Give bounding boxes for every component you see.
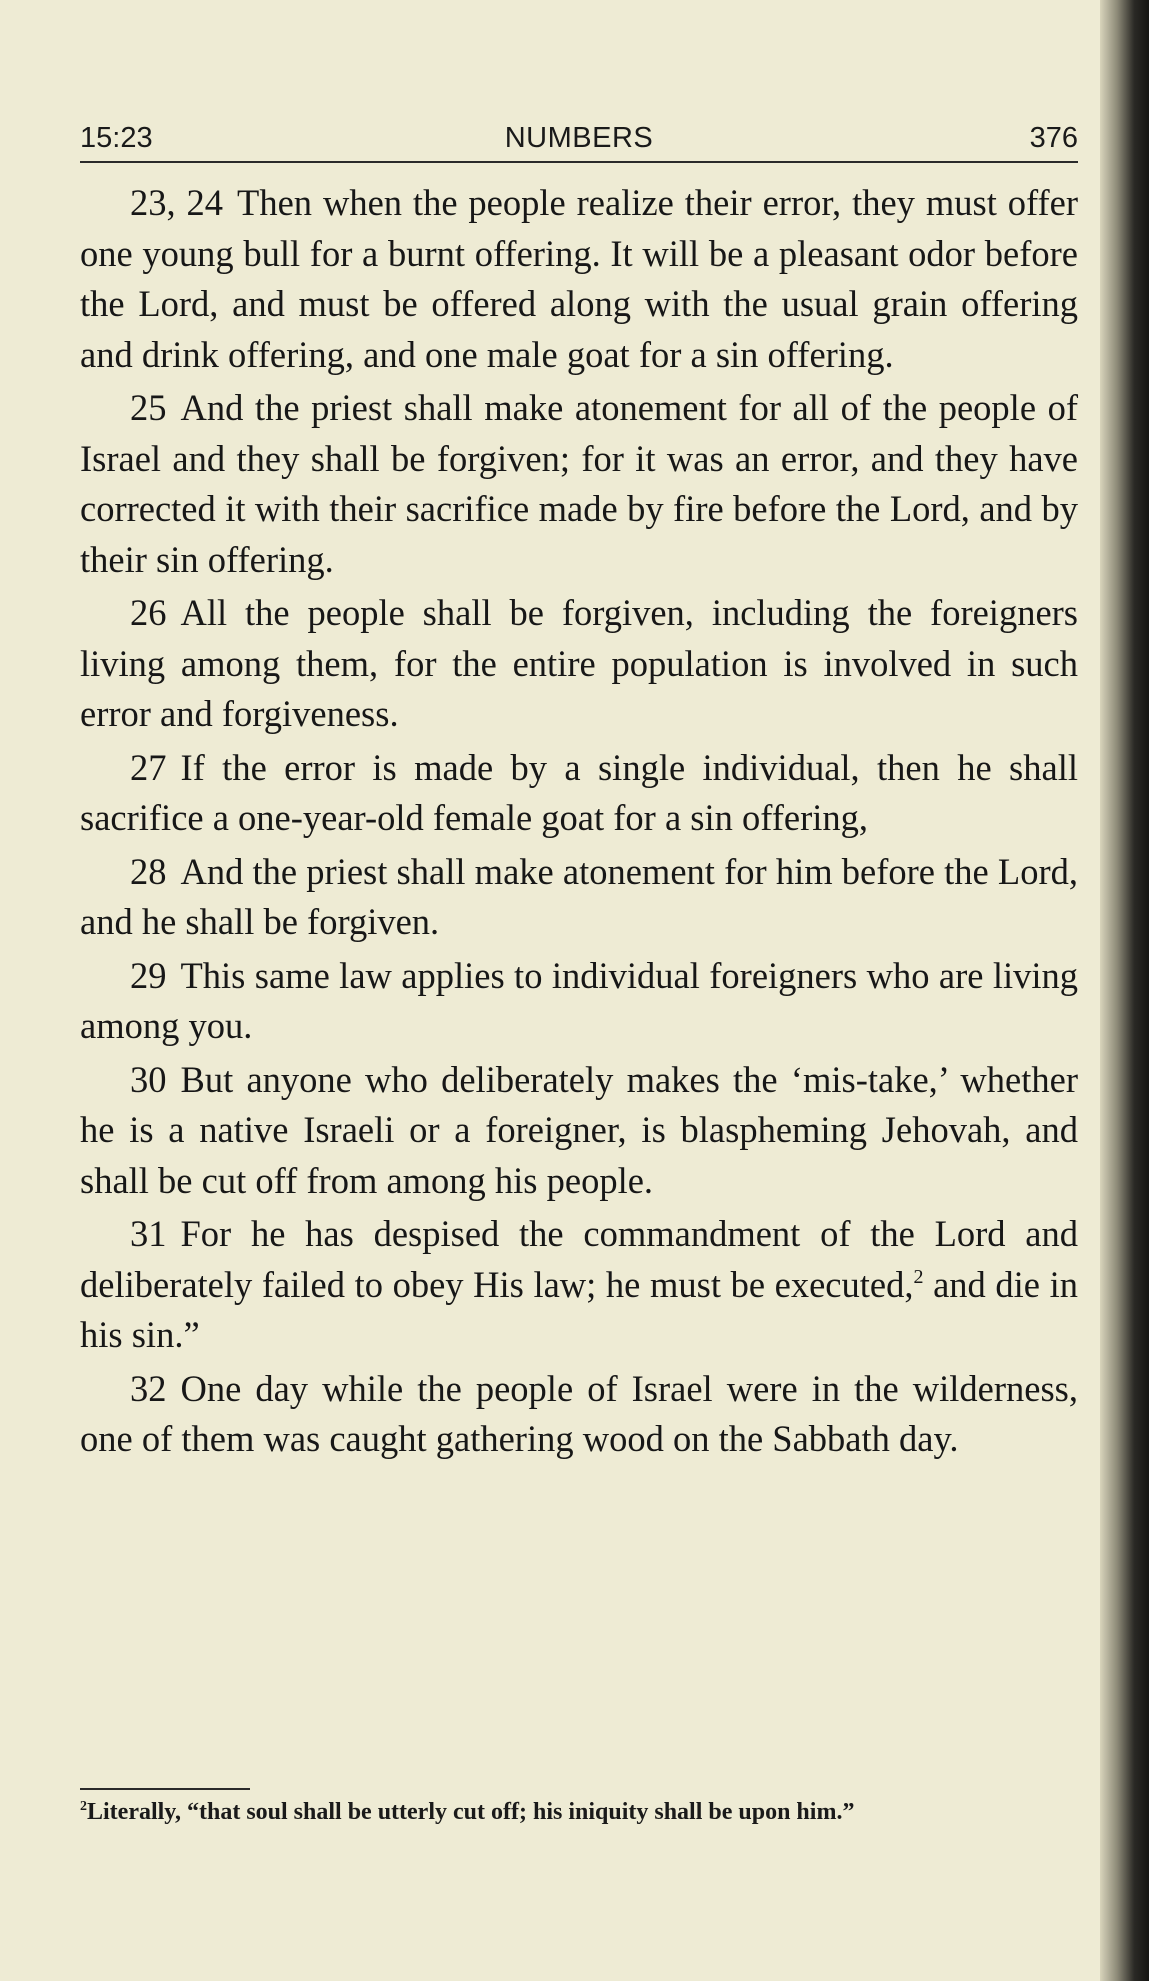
footnote xyxy=(80,1798,1078,1826)
footnote-reference: 2 xyxy=(913,1265,924,1288)
verse-31 xyxy=(80,1209,1078,1361)
verse-text: One day while the people of Israel were in the wilderness, one of them was caught gathering wood on the Sabbath day. xyxy=(80,1367,1078,1459)
verse-text: This same law applies to individual foreigners who are living among you. xyxy=(80,954,1078,1046)
verse-number: 31 xyxy=(130,1213,167,1254)
verse-number: 26 xyxy=(130,592,167,633)
verse-text: All the people shall be forgiven, including the foreigners living among them, for the entire population is involved in such error and forgiveness. xyxy=(80,592,1078,734)
book-title: NUMBERS xyxy=(504,122,654,154)
footnote-rule xyxy=(80,1788,250,1790)
verse-30 xyxy=(80,1055,1078,1207)
verse-text: For he has despised the commandment of the Lord and deliberately failed to obey His law; he must be executed, xyxy=(80,1213,1078,1305)
verse-number: 32 xyxy=(130,1367,167,1409)
verse-25 xyxy=(80,383,1078,585)
page-number: 376 xyxy=(1029,122,1078,154)
verse-27 xyxy=(80,743,1078,844)
page-edge-shadow xyxy=(1100,0,1149,1981)
verse-number: 25 xyxy=(130,387,167,428)
header-rule xyxy=(80,161,1078,163)
verse-text: If the error is made by a single individual, then he shall sacrifice a one-year-old female goat for a sin offering, xyxy=(80,746,1078,838)
verse-number: 29 xyxy=(130,954,167,996)
body-text xyxy=(80,178,1078,1468)
verse-number: 23, 24 xyxy=(130,182,224,223)
running-head xyxy=(80,122,1078,162)
verse-32 xyxy=(80,1364,1078,1465)
verse-number: 27 xyxy=(130,746,167,788)
verse-28 xyxy=(80,847,1078,948)
chapter-verse-reference: 15:23 xyxy=(80,122,153,154)
footnote-mark: 2 xyxy=(80,1799,87,1814)
verse-text: And the priest shall make atonement for all of the people of Israel and they shall be forgiven; for it was an error, and they have corrected it with their sacrifice made by fire before the Lord, and by their sin offering. xyxy=(80,387,1078,580)
verse-23-24 xyxy=(80,178,1078,380)
verse-text: and die in his sin.” xyxy=(80,1263,1078,1355)
footnote-text: Literally, “that soul shall be utterly cut off; his iniquity shall be upon him.” xyxy=(87,1799,855,1825)
verse-29 xyxy=(80,951,1078,1052)
verse-number: 28 xyxy=(130,850,167,892)
verse-text: Then when the people realize their error, they must offer one young bull for a burnt offering. It will be a pleasant odor before the Lord, and must be offered along with the usual grain offering and drink offering, and one male goat for a sin offering. xyxy=(80,182,1078,375)
verse-number: 30 xyxy=(130,1058,167,1100)
verse-text: But anyone who deliberately makes the ‘mis-take,’ whether he is a native Israeli or a foreigner, is blaspheming Jehovah, and shall be cut off from among his people. xyxy=(80,1058,1078,1201)
verse-text: And the priest shall make atonement for him before the Lord, and he shall be forgiven. xyxy=(80,850,1078,942)
verse-26 xyxy=(80,588,1078,740)
